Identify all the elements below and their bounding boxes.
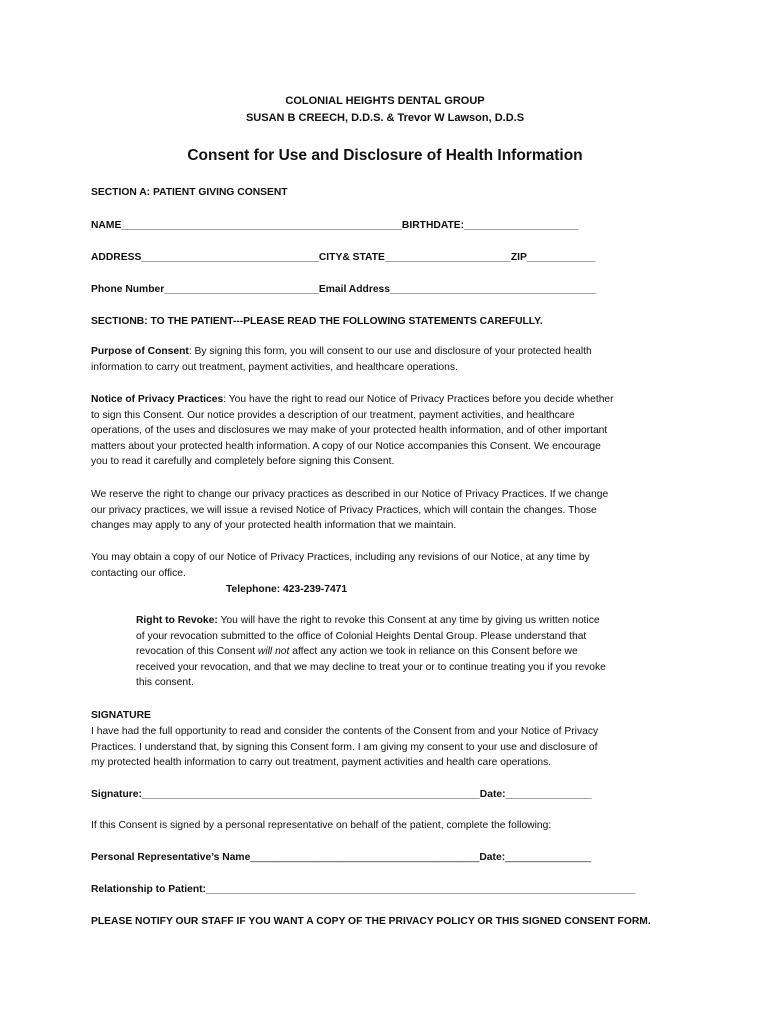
representative-field[interactable] [91, 850, 591, 866]
signature-text-line: Practices. I understand that, by signing this Consent form. I am giving my consent to your use and disclosure of [91, 741, 598, 753]
purpose-line: information to carry out treatment, payment activities, and healthcare operations. [91, 361, 458, 373]
obtain-line: You may obtain a copy of our Notice of Privacy Practices, including any revisions of our Notice, at any time by [91, 552, 590, 563]
representative-intro: If this Consent is signed by a personal representative on behalf of the patient, complete the following: [91, 820, 552, 831]
signature-paragraph [91, 724, 598, 771]
revoke-line: affect any action we took in reliance on this Consent before we [289, 646, 578, 658]
page-title: Consent for Use and Disclosure of Health Information [187, 147, 583, 164]
purpose-paragraph [91, 344, 592, 375]
notice-line: : You have the right to read our Notice of Privacy Practices before you decide whether [223, 394, 614, 405]
obtain-line: contacting our office. [91, 567, 186, 579]
phone-email-field[interactable]: Phone Number___________________________Email Address____________________________________ [91, 284, 597, 295]
section-a-heading: SECTION A: PATIENT GIVING CONSENT [91, 187, 288, 198]
representative-name-label: Personal Representative’s Name [91, 852, 251, 863]
name-birthdate-field[interactable]: NAME_________________________________________________BIRTHDATE:____________________ [91, 220, 579, 231]
section-b-heading: SECTIONB: TO THE PATIENT---PLEASE READ THE FOLLOWING STATEMENTS CAREFULLY. [91, 316, 543, 327]
notice-paragraph [91, 392, 614, 470]
signature-heading: SIGNATURE [91, 710, 151, 721]
representative-date-label: Date: [479, 852, 506, 863]
revoke-paragraph [136, 613, 606, 691]
revoke-line: You will have the right to revoke this Consent at any time by giving us written notice [217, 615, 600, 626]
notice-label: Notice of Privacy Practices [91, 394, 224, 405]
representative-date-blank[interactable]: _______________ [505, 852, 592, 863]
reserve-line: changes may apply to any of your protected health information that we maintain. [91, 520, 457, 532]
revoke-line: received your revocation, and that we may decline to treat your or to continue treating you if you revoke [136, 661, 606, 673]
revoke-line: of your revocation submitted to the office of Colonial Heights Dental Group. Please understand that [136, 630, 587, 642]
notice-line: operations, of the uses and disclosures we may make of your protected health information, and of other important [91, 425, 608, 437]
signature-text-line: I have had the full opportunity to read and consider the contents of the Consent from and your Notice of Privacy [91, 726, 599, 737]
signature-date-field[interactable]: Signature:___________________________________________________________Date:_______________ [91, 789, 592, 800]
revoke-line: this consent. [136, 677, 194, 689]
obtain-paragraph [91, 550, 590, 581]
purpose-label: Purpose of Consent [91, 346, 189, 357]
notice-line: matters about your protected health information. A copy of our Notice accompanies this Consent. We encourage [91, 440, 601, 452]
purpose-line: : By signing this form, you will consent to our use and disclosure of your protected health [188, 346, 592, 357]
reserve-line: our privacy practices, we will issue a revised Notice of Privacy Practices, which will contain the changes. Those [91, 504, 597, 516]
revoke-line: revocation of this Consent [136, 646, 258, 658]
reserve-paragraph [91, 487, 608, 534]
address-city-zip-field[interactable]: ADDRESS_______________________________CITY& STATE______________________ZIP____________ [91, 252, 596, 263]
notice-line: you to read it carefully and completely before signing this Consent. [91, 456, 395, 468]
notify-statement: PLEASE NOTIFY OUR STAFF IF YOU WANT A COPY OF THE PRIVACY POLICY OR THIS SIGNED CONSENT FORM. [91, 916, 651, 927]
relationship-field[interactable]: Relationship to Patient:___________________________________________________________________________ [91, 884, 636, 895]
doctor-names: SUSAN B CREECH, D.D.S. & Trevor W Lawson, D.D.S [245, 112, 525, 124]
org-name: COLONIAL HEIGHTS DENTAL GROUP [285, 95, 485, 107]
revoke-label: Right to Revoke: [136, 615, 218, 626]
representative-name-blank[interactable]: ________________________________________ [250, 852, 480, 863]
signature-text-line: my protected health information to carry out treatment, payment activities and health care operations. [91, 757, 552, 769]
telephone-number: Telephone: 423-239-7471 [226, 584, 348, 595]
revoke-emphasis: will not [257, 646, 290, 658]
reserve-line: We reserve the right to change our privacy practices as described in our Notice of Privacy Practices. If we change [91, 489, 609, 500]
notice-line: to sign this Consent. Our notice provides a description of our treatment, payment activities, and healthcare [91, 409, 575, 421]
